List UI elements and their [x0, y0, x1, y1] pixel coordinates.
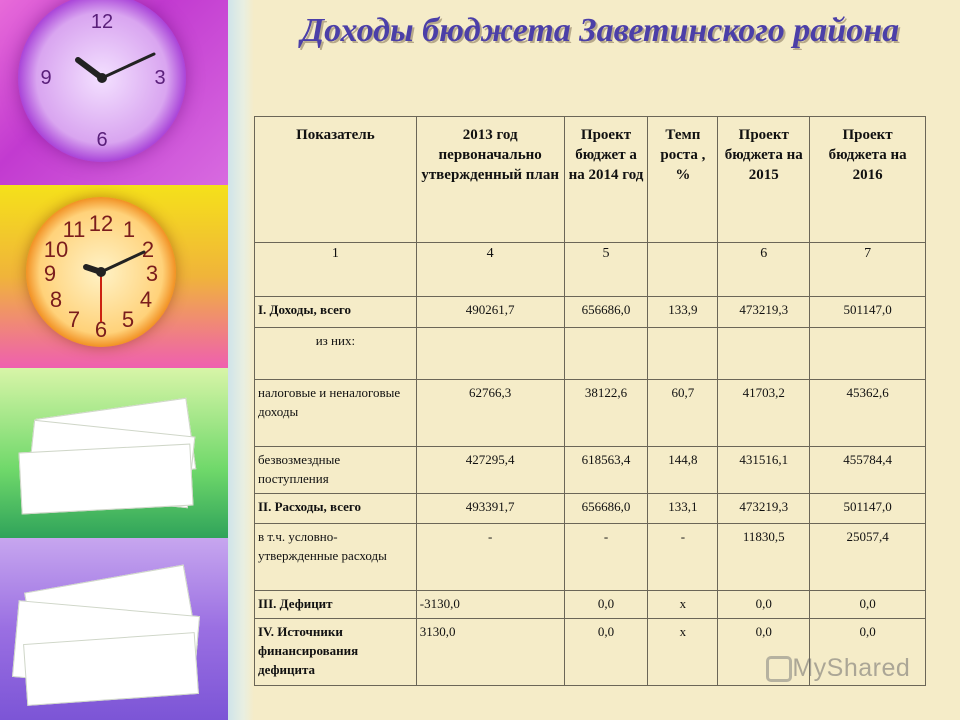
table-cell: 62766,3: [416, 380, 564, 447]
clock-icon: [18, 0, 186, 162]
row-label: из них:: [255, 327, 417, 380]
table-cell: -: [416, 523, 564, 590]
table-row: [255, 590, 926, 618]
column-number-row: [255, 242, 926, 297]
table-cell: [648, 327, 718, 380]
watermark: [770, 654, 910, 683]
svg-text:9: 9: [43, 261, 57, 286]
table-row: [255, 380, 926, 447]
svg-text:1: 1: [122, 217, 136, 242]
table-cell: 0,0: [810, 590, 926, 618]
table-cell: 431516,1: [718, 447, 810, 494]
svg-text:9: 9: [40, 67, 52, 89]
svg-text:12: 12: [90, 11, 114, 33]
svg-text:3: 3: [154, 67, 166, 89]
header-row: [255, 117, 926, 243]
row-label: безвозмездные поступления: [255, 447, 417, 494]
table-cell: 618563,4: [564, 447, 648, 494]
table-cell: 427295,4: [416, 447, 564, 494]
table-cell: 11830,5: [718, 523, 810, 590]
table-cell: 501147,0: [810, 493, 926, 523]
table-cell: -: [648, 523, 718, 590]
table-cell: 473219,3: [718, 297, 810, 327]
header-cell: Темп роста , %: [648, 117, 718, 243]
svg-text:2: 2: [141, 237, 155, 262]
column-number-cell: 5: [564, 242, 648, 297]
row-label: I. Доходы, всего: [255, 297, 417, 327]
table-cell: 656686,0: [564, 297, 648, 327]
svg-text:4: 4: [139, 287, 153, 312]
table-cell: х: [648, 590, 718, 618]
svg-text:11: 11: [62, 217, 86, 242]
svg-text:6: 6: [96, 129, 108, 151]
row-label: в т.ч. условно-утвержденные расходы: [255, 523, 417, 590]
table-cell: [416, 327, 564, 380]
svg-text:5: 5: [121, 307, 135, 332]
table-cell: -: [564, 523, 648, 590]
table-cell: 60,7: [648, 380, 718, 447]
table-cell: [564, 327, 648, 380]
budget-table: [254, 116, 926, 686]
table-row: [255, 297, 926, 327]
table-cell: 473219,3: [718, 493, 810, 523]
table-cell: -3130,0: [416, 590, 564, 618]
svg-text:12: 12: [88, 211, 114, 236]
table-cell: 0,0: [810, 619, 926, 686]
table-row: [255, 447, 926, 494]
header-cell: 2013 год первоначально утвержденный план: [416, 117, 564, 243]
svg-text:10: 10: [43, 237, 69, 262]
table-cell: 3130,0: [416, 619, 564, 686]
table-cell: 0,0: [564, 619, 648, 686]
column-number-cell: 4: [416, 242, 564, 297]
row-label: II. Расходы, всего: [255, 493, 417, 523]
table-cell: 490261,7: [416, 297, 564, 327]
table-cell: 656686,0: [564, 493, 648, 523]
column-number-cell: 1: [255, 242, 417, 297]
header-cell: Показатель: [255, 117, 417, 243]
table-cell: 41703,2: [718, 380, 810, 447]
table-cell: 25057,4: [810, 523, 926, 590]
table-cell: 493391,7: [416, 493, 564, 523]
table-cell: 133,1: [648, 493, 718, 523]
alarm-clock-icon: [26, 197, 176, 347]
table-cell: 0,0: [718, 590, 810, 618]
column-number-cell: 7: [810, 242, 926, 297]
table-row: [255, 493, 926, 523]
table-row: [255, 523, 926, 590]
svg-text:3: 3: [145, 261, 159, 286]
table-cell: 0,0: [718, 619, 810, 686]
decorative-sidebar: [0, 0, 228, 720]
table-cell: [718, 327, 810, 380]
divider-strip: [228, 0, 254, 720]
svg-text:8: 8: [49, 287, 63, 312]
table-cell: [810, 327, 926, 380]
purple-clock-panel: [0, 0, 228, 185]
table-cell: 133,9: [648, 297, 718, 327]
table-cell: 455784,4: [810, 447, 926, 494]
header-cell: Проект бюджета на 2015: [718, 117, 810, 243]
table-cell: 501147,0: [810, 297, 926, 327]
svg-text:6: 6: [94, 317, 108, 342]
header-cell: Проект бюджет а на 2014 год: [564, 117, 648, 243]
table-cell: 38122,6: [564, 380, 648, 447]
green-papers-panel: [0, 368, 228, 538]
svg-text:7: 7: [67, 307, 81, 332]
table-row: [255, 327, 926, 380]
header-cell: Проект бюджета на 2016: [810, 117, 926, 243]
table-cell: х: [648, 619, 718, 686]
row-label: IV. Источники финансирования дефицита: [255, 619, 417, 686]
column-number-cell: [648, 242, 718, 297]
row-label: налоговые и неналоговые доходы: [255, 380, 417, 447]
table-cell: 0,0: [564, 590, 648, 618]
table-cell: 144,8: [648, 447, 718, 494]
column-number-cell: 6: [718, 242, 810, 297]
row-label: III. Дефицит: [255, 590, 417, 618]
lilac-papers-panel: [0, 538, 228, 720]
yellow-clock-panel: [0, 185, 228, 368]
watermark-text: MyShared: [792, 654, 911, 682]
page-title: Доходы бюджета Заветинского района: [300, 12, 900, 49]
table-cell: 45362,6: [810, 380, 926, 447]
